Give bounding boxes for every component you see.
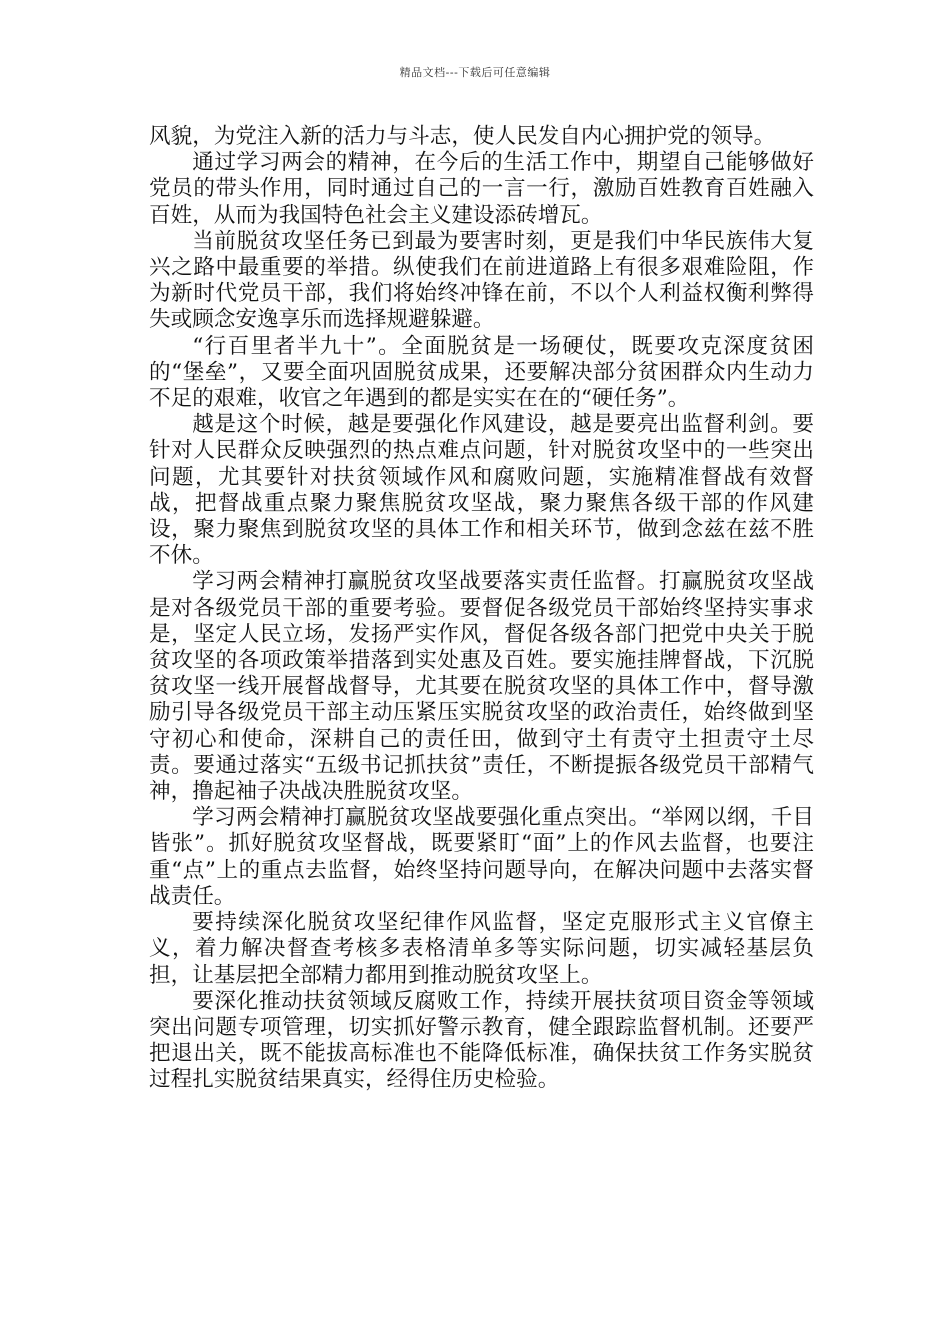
paragraph: 越是这个时候，越是要强化作风建设，越是要亮出监督利剑。要针对人民群众反映强烈的热点难点问题，针对脱贫攻坚中的一些突出问题，尤其要针对扶贫领域作风和腐败问题，实施精准督战有效督战，把督战重点聚力聚焦脱贫攻坚战，聚力聚焦各级干部的作风建设，聚力聚焦到脱贫攻坚的具体工作和相关环节，做到念兹在兹不胜不休。	[149, 412, 814, 569]
paragraph: 要持续深化脱贫攻坚纪律作风监督，坚定克服形式主义官僚主义，着力解决督查考核多表格清单多等实际问题，切实减轻基层负担，让基层把全部精力都用到推动脱贫攻坚上。	[149, 910, 814, 988]
paragraph: 当前脱贫攻坚任务已到最为要害时刻，更是我们中华民族伟大复兴之路中最重要的举措。纵使我们在前进道路上有很多艰难险阻，作为新时代党员干部，我们将始终冲锋在前，不以个人利益权衡利弊得失或顾念安逸享乐而选择规避躲避。	[149, 228, 814, 333]
paragraph: 通过学习两会的精神，在今后的生活工作中，期望自己能够做好党员的带头作用，同时通过自己的一言一行，激励百姓教育百姓融入百姓，从而为我国特色社会主义建设添砖增瓦。	[149, 150, 814, 228]
paragraph: 学习两会精神打赢脱贫攻坚战要落实责任监督。打赢脱贫攻坚战是对各级党员干部的重要考验。要督促各级党员干部始终坚持实事求是，坚定人民立场，发扬严实作风，督促各级各部门把党中央关于脱贫攻坚的各项政策举措落到实处惠及百姓。要实施挂牌督战，下沉脱贫攻坚一线开展督战督导，尤其要在脱贫攻坚的具体工作中，督导激励引导各级党员干部主动压紧压实脱贫攻坚的政治责任，始终做到坚守初心和使命，深耕自己的责任田，做到守土有责守土担责守土尽责。要通过落实“五级书记抓扶贫”责任，不断提振各级党员干部精气神，撸起袖子决战决胜脱贫攻坚。	[149, 569, 814, 805]
paragraph: 风貌，为党注入新的活力与斗志，使人民发自内心拥护党的领导。	[149, 124, 776, 149]
paragraph: 学习两会精神打赢脱贫攻坚战要强化重点突出。“举网以纲，千目皆张”。抓好脱贫攻坚督战，既要紧盯“面”上的作风去监督，也要注重“点”上的重点去监督，始终坚持问题导向，在解决问题中去落实督战责任。	[149, 805, 814, 909]
paragraph: “行百里者半九十”。全面脱贫是一场硬仗，既要攻克深度贫困的“堡垒”，又要全面巩固脱贫成果，还要解决部分贫困群众内生动力不足的艰难，收官之年遇到的都是实实在在的“硬任务”。	[149, 333, 814, 412]
paragraph: 要深化推动扶贫领域反腐败工作，持续开展扶贫项目资金等领域突出问题专项管理，切实抓好警示教育，健全跟踪监督机制。还要严把退出关，既不能拔高标准也不能降低标准，确保扶贫工作务实脱贫过程扎实脱贫结果真实，经得住历史检验。	[149, 988, 814, 1093]
document-body	[149, 124, 814, 1094]
page-header: 精品文档---下载后可任意编辑	[399, 66, 551, 79]
